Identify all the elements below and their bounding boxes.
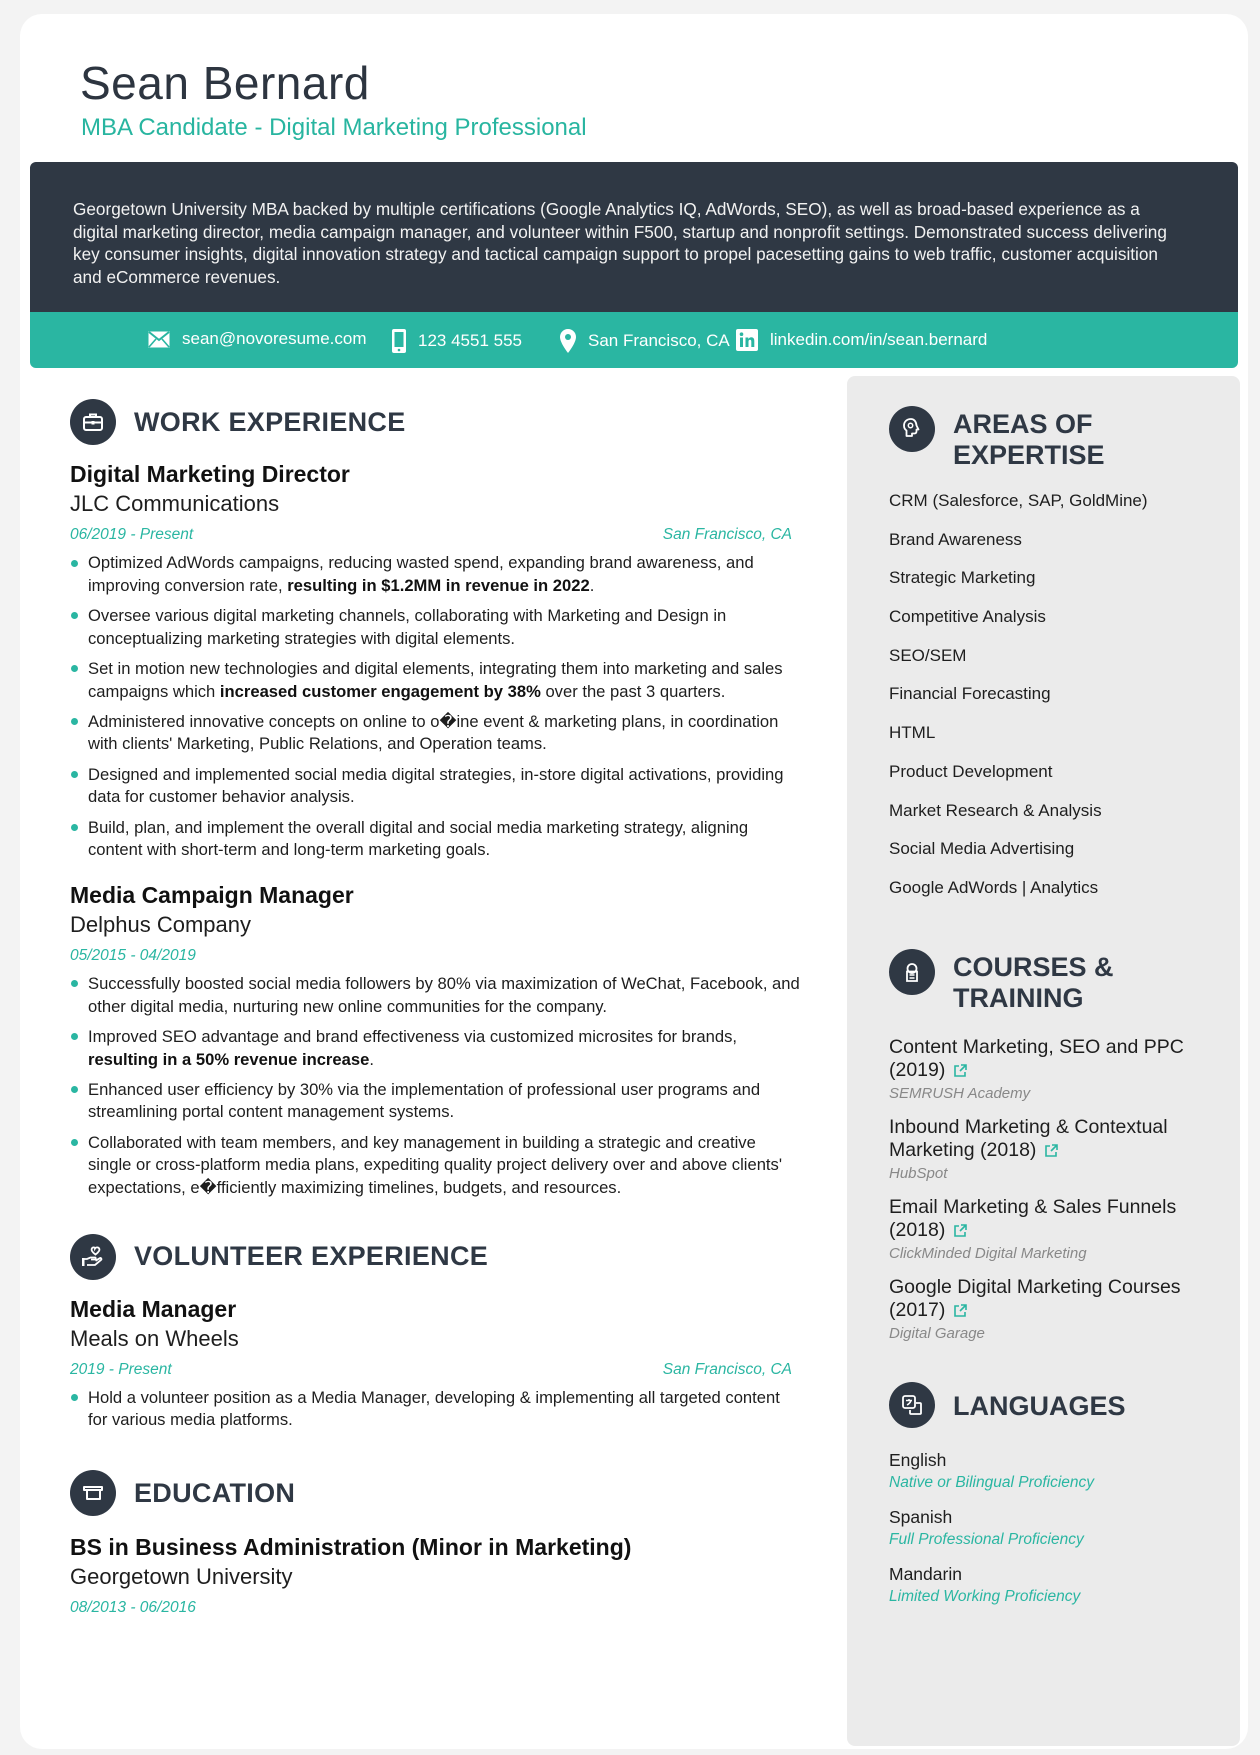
language-item [889,1564,1229,1606]
certificate-icon [889,949,935,995]
briefcase-icon [70,399,116,445]
contact-bar [30,312,1238,368]
expertise-item: Competitive Analysis [889,607,1046,627]
job-meta [70,526,792,544]
language-name: Mandarin [889,1563,962,1584]
contact-email[interactable] [148,329,367,349]
mail-icon [148,331,170,348]
section-title: VOLUNTEER EXPERIENCE [134,1241,489,1272]
bullet-text: Designed and implemented social media digital strategies, in-store digital activations, providing data for customer behavior analysis. [88,764,784,807]
bullet-highlight: resulting in $1.2MM in revenue in 2022 [287,575,590,595]
hand-heart-icon [70,1234,116,1280]
contact-location [560,329,730,353]
section-title: WORK EXPERIENCE [134,406,406,437]
candidate-title: MBA Candidate - Digital Marketing Professional [81,114,587,141]
language-item [889,1450,1229,1492]
job-location: San Francisco, CA [662,1360,792,1378]
phone-text: 123 4551 555 [418,331,522,350]
job-role: Media Campaign Manager [70,881,354,908]
education-meta [70,1599,792,1617]
language-level: Limited Working Proficiency [889,1587,1081,1605]
resume-page [20,14,1248,1749]
job-organization: Meals on Wheels [70,1325,239,1351]
bullet-text: Collaborated with team members, and key management in building a strategic and creative single or cross-platform media plans, expediting quality project delivery over and above clients' expectations, e�fficiently maximizing timelines, budgets, and resources. [88,1132,783,1198]
external-link-icon[interactable] [953,1303,968,1318]
location-text: San Francisco, CA [588,331,730,350]
course-title[interactable]: Inbound Marketing & Contextual Marketing (2018) [889,1115,1168,1161]
bullet-item [70,973,800,1018]
bullet-item [70,1132,800,1200]
bullet-text-end: over the past 3 quarters. [540,681,726,701]
course-item [889,1196,1229,1262]
job-meta [70,947,792,965]
job-entry [70,461,815,862]
course-source: SEMRUSH Academy [889,1084,1031,1102]
phone-icon [392,329,406,353]
language-level: Full Professional Proficiency [889,1530,1084,1548]
job-dates: 2019 - Present [70,1360,172,1378]
work-jobs [70,461,815,1200]
education-heading [70,1470,815,1516]
translate-icon [889,1382,935,1428]
education-dates: 08/2013 - 06/2016 [70,1599,196,1617]
expertise-item: Social Media Advertising [889,839,1075,859]
bullet-item [70,552,800,597]
expertise-item: CRM (Salesforce, SAP, GoldMine) [889,491,1148,510]
language-item [889,1507,1229,1549]
external-link-icon[interactable] [1044,1143,1059,1158]
linkedin-text: linkedin.com/in/sean.bernard [770,330,988,349]
school: Georgetown University [70,1564,293,1590]
bullet-text: Successfully boosted social media followers by 80% via maximization of WeChat, Facebook, and other digital media, nurturing new online communities for the company. [88,973,800,1016]
volunteer-entry [70,1296,815,1432]
job-meta [70,1361,792,1379]
bullet-text-end: . [369,1049,374,1069]
summary-panel [30,162,1238,312]
expertise-item: SEO/SEM [889,645,967,665]
bullet-text: Build, plan, and implement the overall digital and social media marketing strategy, aligning content with short-term and long-term marketing goals. [88,817,749,860]
job-role: Media Manager [70,1295,237,1322]
bullet-text: Administered innovative concepts on online to o�ine event & marketing plans, in coordination with clients' Marketing, Public Relations, and Operation teams. [88,711,779,754]
section-title: EDUCATION [134,1477,296,1508]
course-item [889,1036,1229,1102]
degree: BS in Business Administration (Minor in Marketing) [70,1534,632,1561]
expertise-item: HTML [889,723,936,743]
expertise-item: Market Research & Analysis [889,800,1102,820]
external-link-icon[interactable] [953,1223,968,1238]
course-name[interactable] [889,1116,1229,1162]
course-title[interactable]: Email Marketing & Sales Funnels (2018) [889,1195,1177,1241]
expertise-item: Financial Forecasting [889,684,1051,704]
linkedin-icon [736,329,758,351]
course-name[interactable] [889,1196,1229,1242]
bullet-item [70,658,800,703]
external-link-icon[interactable] [953,1063,968,1078]
bullet-item: Hold a volunteer position as a Media Manager, developing & implementing all targeted content for various media platforms. [70,1387,800,1432]
course-name[interactable] [889,1276,1229,1322]
job-dates: 05/2015 - 04/2019 [70,946,196,964]
expertise-list [889,491,1229,917]
email-text: sean@novoresume.com [182,329,367,348]
section-title-line: EXPERTISE [953,440,1105,470]
languages-list [889,1450,1229,1606]
job-organization: Delphus Company [70,911,251,937]
courses-heading [889,949,1229,1014]
summary-text: Georgetown University MBA backed by multiple certifications (Google Analytics IQ, AdWords, SEO), as well as broad-based experience as a digital marketing director, media campaign manager, and volunteer within F500, startup and nonprofit settings. Demonstrated success delivering key consumer insights, digital innovation strategy and tactical campaign support to propel pacesetting gains to web traffic, customer acquisition and eCommerce revenues. [73,199,1167,287]
course-title[interactable]: Google Digital Marketing Courses (2017) [889,1275,1181,1321]
job-location: San Francisco, CA [662,526,792,543]
expertise-item: Google AdWords | Analytics [889,877,1099,897]
job-bullets [70,1387,800,1432]
bullet-text: Enhanced user efficiency by 30% via the implementation of professional user programs and streamlining portal content management systems. [88,1079,761,1122]
course-source: HubSpot [889,1164,948,1182]
section-title-line: TRAINING [953,982,1084,1013]
brain-icon [889,406,935,452]
expertise-item: Product Development [889,761,1053,781]
candidate-name: Sean Bernard [80,57,370,109]
course-item [889,1116,1229,1182]
course-title[interactable]: Content Marketing, SEO and PPC (2019) [889,1035,1184,1081]
course-item [889,1276,1229,1342]
job-role: Digital Marketing Director [70,461,350,487]
course-source: ClickMinded Digital Marketing [889,1244,1087,1262]
volunteer-experience-heading [70,1234,815,1280]
job-bullets [70,973,800,1200]
section-title-line: AREAS OF [953,409,1093,439]
bullet-highlight: increased customer engagement by 38% [219,681,541,701]
bullet-item [70,605,800,650]
section-title [953,949,1114,1014]
language-name: English [889,1449,947,1470]
expertise-item: Strategic Marketing [889,568,1036,588]
section-title [953,406,1105,471]
language-level: Native or Bilingual Proficiency [889,1473,1095,1491]
bullet-highlight: resulting in a 50% revenue increase [88,1049,370,1069]
courses-list [889,1036,1229,1342]
languages-heading [889,1382,1229,1428]
job-organization: JLC Communications [70,491,280,516]
bullet-item [70,1026,800,1071]
job-entry [70,882,815,1200]
bullet-text: Improved SEO advantage and brand effectiveness via customized microsites for brands, [88,1026,738,1046]
location-pin-icon [560,329,576,353]
sidebar [847,376,1240,1746]
work-experience-heading [70,399,815,445]
section-title-line: COURSES & [953,951,1114,982]
contact-linkedin[interactable] [736,329,987,351]
contact-phone[interactable] [392,329,522,353]
bullet-text: Set in motion new technologies and digital elements, integrating them into marketing and sales campaigns which [88,658,783,701]
bullet-item [70,1079,800,1124]
section-title: LANGUAGES [953,1390,1126,1421]
main-column [70,399,815,1617]
education-entry [70,1534,815,1617]
job-bullets [70,552,800,862]
bullet-item [70,711,800,756]
bullet-item [70,817,800,862]
bullet-text-end: . [589,575,595,595]
course-source: Digital Garage [889,1324,985,1342]
graduation-cap-icon [70,1470,116,1516]
bullet-text: Oversee various digital marketing channels, collaborating with Marketing and Design in conceptualizing marketing strategies with digital elements. [88,605,727,648]
bullet-text: Optimized AdWords campaigns, reducing wasted spend, expanding brand awareness, and improving conversion rate, [88,553,754,595]
expertise-heading [889,406,1229,471]
course-name[interactable] [889,1036,1229,1082]
job-dates: 06/2019 - Present [70,526,194,543]
bullet-item [70,764,800,809]
expertise-item: Brand Awareness [889,529,1022,549]
language-name: Spanish [889,1506,953,1527]
